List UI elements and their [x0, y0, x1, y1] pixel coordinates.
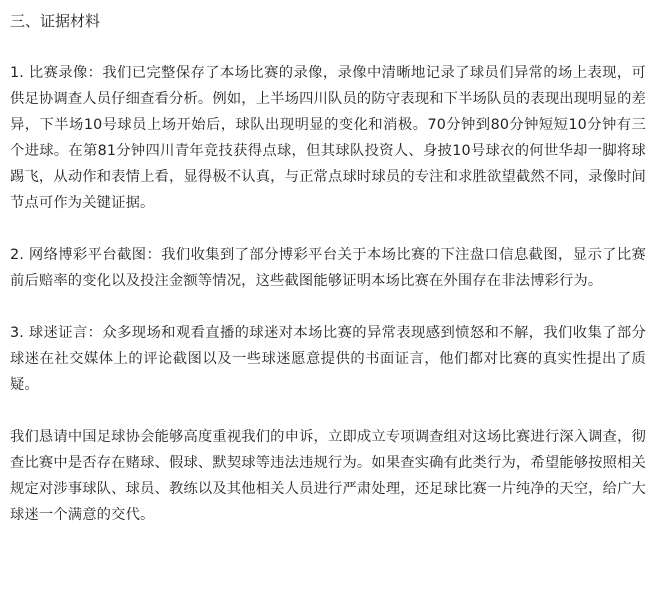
evidence-paragraph-betting-screenshots: 2. 网络博彩平台截图：我们收集到了部分博彩平台关于本场比赛的下注盘口信息截图，显示了比赛前后赔率的变化以及投注金额等情况，这些截图能够证明本场比赛在外围存在非法博彩行为。 — [10, 247, 646, 289]
evidence-paragraph-fan-testimony: 3. 球迷证言：众多现场和观看直播的球迷对本场比赛的异常表现感到愤怒和不解，我们收集了部分球迷在社交媒体上的评论截图以及一些球迷愿意提供的书面证言，他们都对比赛的真实性提出了质疑。 — [10, 325, 646, 393]
appeal-request-paragraph: 我们恳请中国足球协会能够高度重视我们的申诉，立即成立专项调查组对这场比赛进行深入调查，彻查比赛中是否存在赌球、假球、默契球等违法违规行为。如果查实确有此类行为，希望能够按照相关规定对涉事球队、球员、教练以及其他相关人员进行严肃处理，还足球比赛一片纯净的天空，给广大球迷一个满意的交代。 — [10, 429, 646, 523]
section-title: 三、证据材料 — [10, 12, 101, 30]
evidence-paragraph-video: 1. 比赛录像：我们已完整保存了本场比赛的录像，录像中清晰地记录了球员们异常的场上表现，可供足协调查人员仔细查看分析。例如，上半场四川队员的防守表现和下半场队员的表现出现明显的差异，下半场10号球员上场开始后，球队出现明显的变化和消极。70分钟到80分钟短短10分钟有三个进球。在第81分钟四川青年竞技获得点球，但其球队投资人、身披10号球衣的何世华却一脚将球踢飞，从动作和表情上看，显得极不认真，与正常点球时球员的专注和求胜欲望截然不同，录像时间节点可作为关键证据。 — [10, 65, 646, 211]
